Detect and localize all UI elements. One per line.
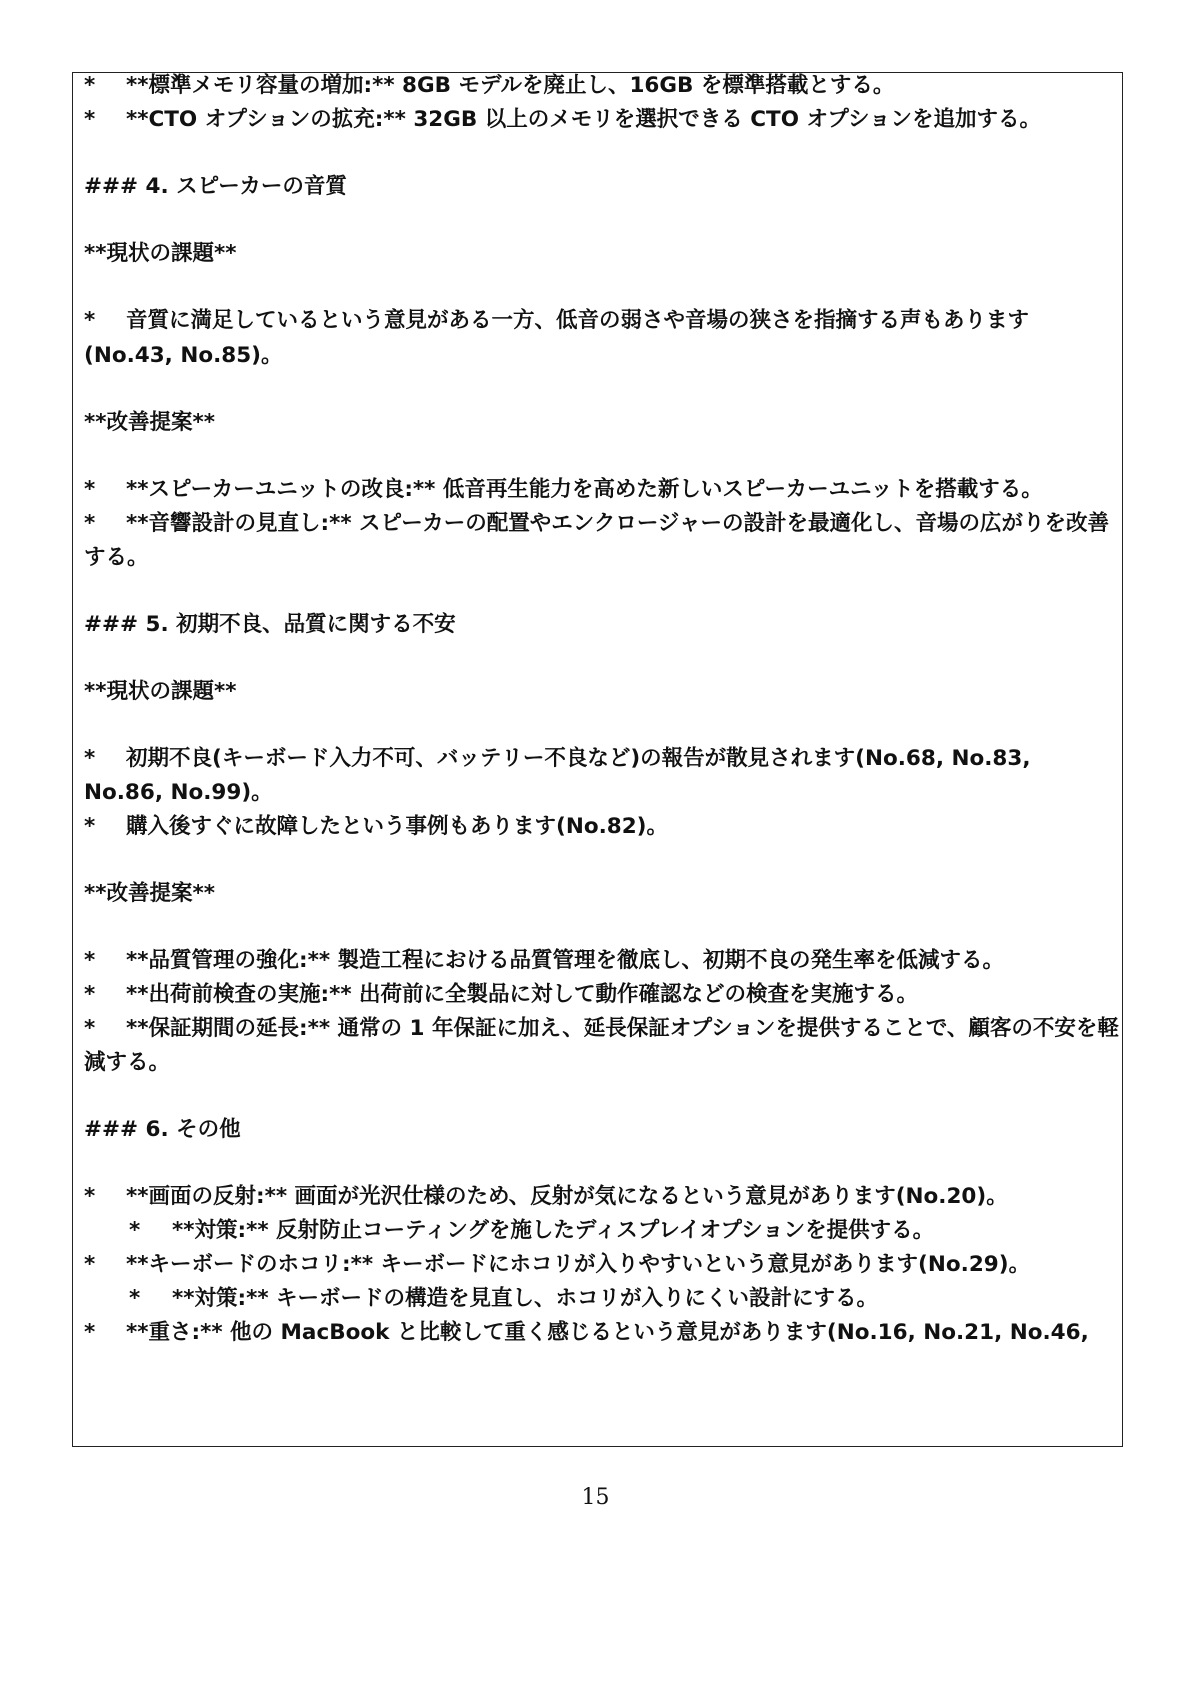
- bullet-marker: *: [84, 1016, 96, 1041]
- bullet-marker: *: [84, 982, 96, 1007]
- bullet-marker-sub: *: [129, 1218, 141, 1243]
- section5-issue2: 購入後すぐに故障したという事例もあります(No.82)。: [126, 814, 669, 839]
- section5-proposal-3-cont: 減する。: [84, 1050, 171, 1075]
- section5-proposal-2: **出荷前検査の実施:** 出荷前に全製品に対して動作確認などの検査を実施する。: [126, 982, 919, 1007]
- section5-issue1-line2: No.86, No.99)。: [84, 780, 273, 805]
- section4-issue-line2: (No.43, No.85)。: [84, 343, 283, 368]
- section4-proposal-2: **音響設計の見直し:** スピーカーの配置やエンクロージャーの設計を最適化し、音場の広がりを改善: [126, 511, 1109, 536]
- section6-item-screen-reflection: **画面の反射:** 画面が光沢仕様のため、反射が気になるという意見があります(No.20)。: [126, 1184, 1008, 1209]
- section4-issue-label: **現状の課題**: [84, 241, 237, 266]
- section6-item-keyboard-dust: **キーボードのホコリ:** キーボードにホコリが入りやすいという意見があります(No.29)。: [126, 1252, 1031, 1277]
- section5-heading: ### 5. 初期不良、品質に関する不安: [84, 612, 456, 637]
- memory-bullet-1: **標準メモリ容量の増加:** 8GB モデルを廃止し、16GB を標準搭載とする。: [126, 73, 895, 98]
- section5-proposal-label: **改善提案**: [84, 881, 215, 906]
- section5-proposal-1: **品質管理の強化:** 製造工程における品質管理を徹底し、初期不良の発生率を低減する。: [126, 948, 1005, 973]
- bullet-marker: *: [84, 1252, 96, 1277]
- section6-heading: ### 6. その他: [84, 1117, 241, 1142]
- section5-issue1-line1: 初期不良(キーボード入力不可、バッテリー不良など)の報告が散見されます(No.68, No.83,: [126, 746, 1031, 771]
- section4-proposal-label: **改善提案**: [84, 410, 215, 435]
- bullet-marker: *: [84, 948, 96, 973]
- section4-proposal-2-cont: する。: [84, 545, 149, 570]
- section6-item-weight: **重さ:** 他の MacBook と比較して重く感じるという意見があります(No.16, No.21, No.46,: [126, 1320, 1089, 1345]
- section6-item-reflection-countermeasure: **対策:** 反射防止コーティングを施したディスプレイオプションを提供する。: [172, 1218, 935, 1243]
- bullet-marker: *: [84, 73, 96, 98]
- section5-proposal-3: **保証期間の延長:** 通常の 1 年保証に加え、延長保証オプションを提供することで、顧客の不安を軽: [126, 1016, 1119, 1041]
- bullet-marker-sub: *: [129, 1286, 141, 1311]
- page-number: 15: [581, 1485, 610, 1510]
- section4-issue-line1: 音質に満足しているという意見がある一方、低音の弱さや音場の狭さを指摘する声もあります: [126, 308, 1030, 333]
- bullet-marker: *: [84, 814, 96, 839]
- bullet-marker: *: [84, 107, 96, 132]
- section4-heading: ### 4. スピーカーの音質: [84, 174, 347, 199]
- section6-item-dust-countermeasure: **対策:** キーボードの構造を見直し、ホコリが入りにくい設計にする。: [172, 1286, 879, 1311]
- bullet-marker: *: [84, 746, 96, 771]
- bullet-marker: *: [84, 1184, 96, 1209]
- bullet-marker: *: [84, 477, 96, 502]
- section4-proposal-1: **スピーカーユニットの改良:** 低音再生能力を高めた新しいスピーカーユニットを搭載する。: [126, 477, 1043, 502]
- bullet-marker: *: [84, 511, 96, 536]
- section5-issue-label: **現状の課題**: [84, 679, 237, 704]
- bullet-marker: *: [84, 1320, 96, 1345]
- memory-bullet-2: **CTO オプションの拡充:** 32GB 以上のメモリを選択できる CTO オプションを追加する。: [126, 107, 1042, 132]
- bullet-marker: *: [84, 308, 96, 333]
